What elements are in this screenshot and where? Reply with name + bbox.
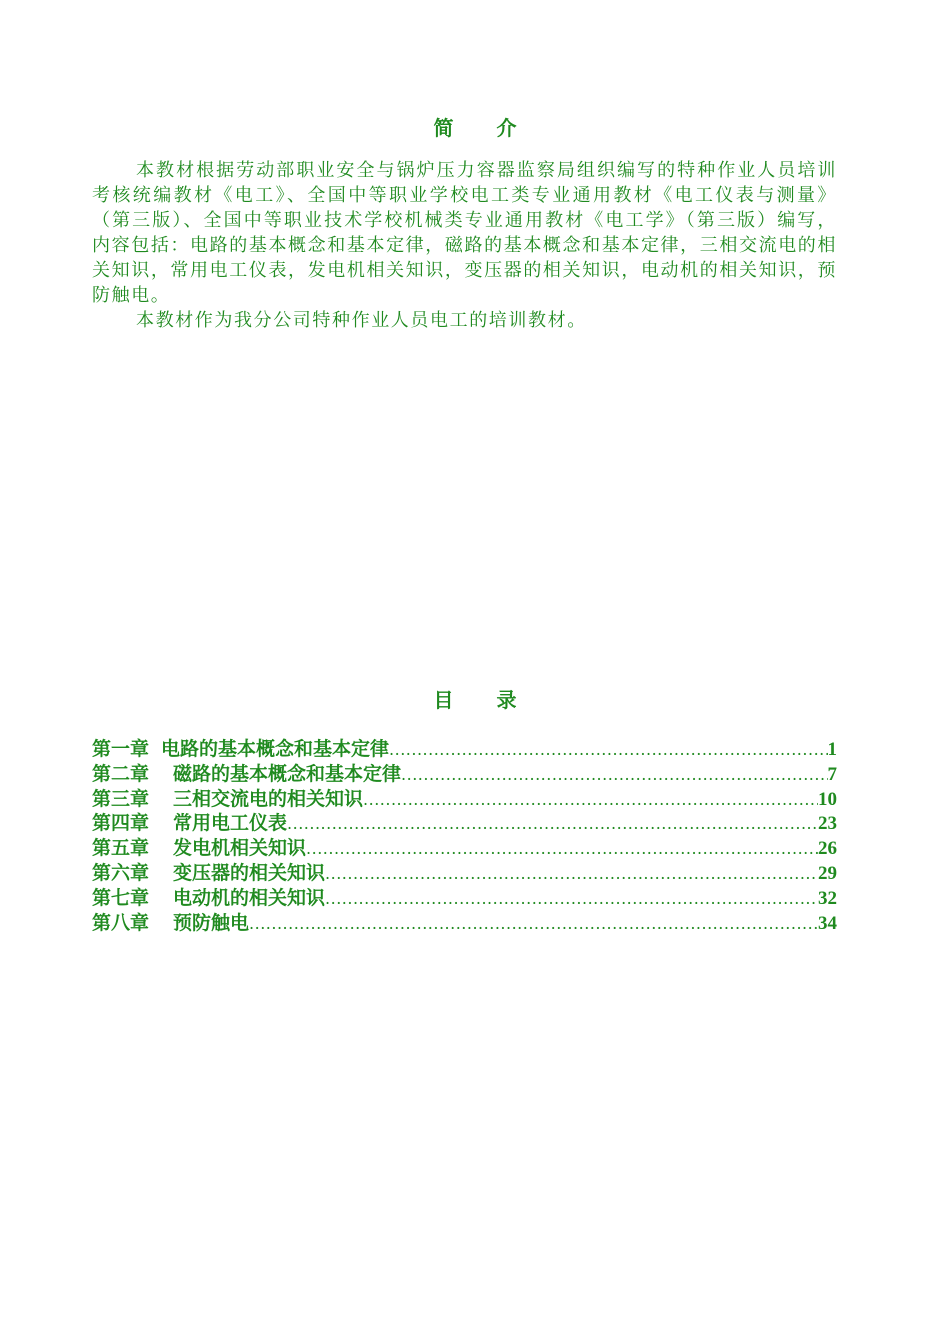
toc-chapter-number: 第二章 [92,762,150,785]
toc-page-number: 10 [818,788,837,810]
toc-leader-dots [306,839,818,858]
intro-title: 简 介 [433,116,535,140]
toc-entry[interactable] [92,734,837,759]
toc-leader-dots [363,790,818,809]
toc-entry[interactable] [92,883,837,908]
toc-entry[interactable] [92,808,837,833]
toc-chapter-title: 电路的基本概念和基本定律 [161,738,390,760]
toc-chapter-number: 第五章 [92,837,150,860]
toc-page-number: 32 [818,887,837,909]
toc-leader-dots [401,765,827,784]
toc-leader-dots [325,889,818,908]
toc-chapter-title: 电动机的相关知识 [173,886,326,909]
toc-entry[interactable] [92,858,837,883]
toc-page-number: 1 [827,739,837,760]
toc-chapter-title: 发电机相关知识 [173,837,307,860]
toc-chapter-number: 第四章 [92,812,150,835]
toc-chapter-number: 第八章 [92,911,150,934]
toc-chapter-title: 变压器的相关知识 [173,861,326,884]
toc-page-number: 7 [827,763,837,785]
toc-leader-dots [287,814,818,833]
toc-entry[interactable] [92,759,837,784]
table-of-contents [92,734,837,932]
toc-chapter-title: 磁路的基本概念和基本定律 [173,762,402,785]
toc-leader-dots [249,914,818,933]
toc-page-number: 34 [818,912,837,934]
toc-page-number: 29 [818,862,837,884]
toc-chapter-number: 第七章 [92,886,150,909]
toc-page-number: 23 [818,813,837,835]
toc-leader-dots [389,740,827,759]
toc-entry[interactable] [92,833,837,858]
toc-chapter-number: 第一章 [92,738,150,760]
toc-leader-dots [325,864,818,883]
toc-entry[interactable] [92,908,837,933]
toc-page-number: 26 [818,838,837,860]
toc-chapter-number: 第六章 [92,861,150,884]
toc-title: 目 录 [433,688,535,712]
intro-paragraph: 本教材作为我分公司特种作业人员电工的培训教材。 [136,310,587,331]
toc-chapter-title: 常用电工仪表 [173,812,288,835]
toc-chapter-title: 三相交流电的相关知识 [173,787,364,810]
toc-chapter-title: 预防触电 [173,911,250,934]
intro-paragraph: 本教材根据劳动部职业安全与锅炉压力容器监察局组织编写的特种作业人员培训考核统编教材《电工》、全国中等职业学校电工类专业通用教材《电工仪表与测量》（第三版）、全国中等职业技术学校机械类专业通用教材《电工学》（第三版）编写，内容包括：电路的基本概念和基本定律，磁路的基本概念和基本定律，三相交流电的相关知识，常用电工仪表，发电机相关知识，变压器的相关知识，电动机的相关知识，预防触电。 [92,160,837,306]
toc-chapter-number: 第三章 [92,787,150,810]
toc-entry[interactable] [92,784,837,809]
intro-body [92,158,837,333]
